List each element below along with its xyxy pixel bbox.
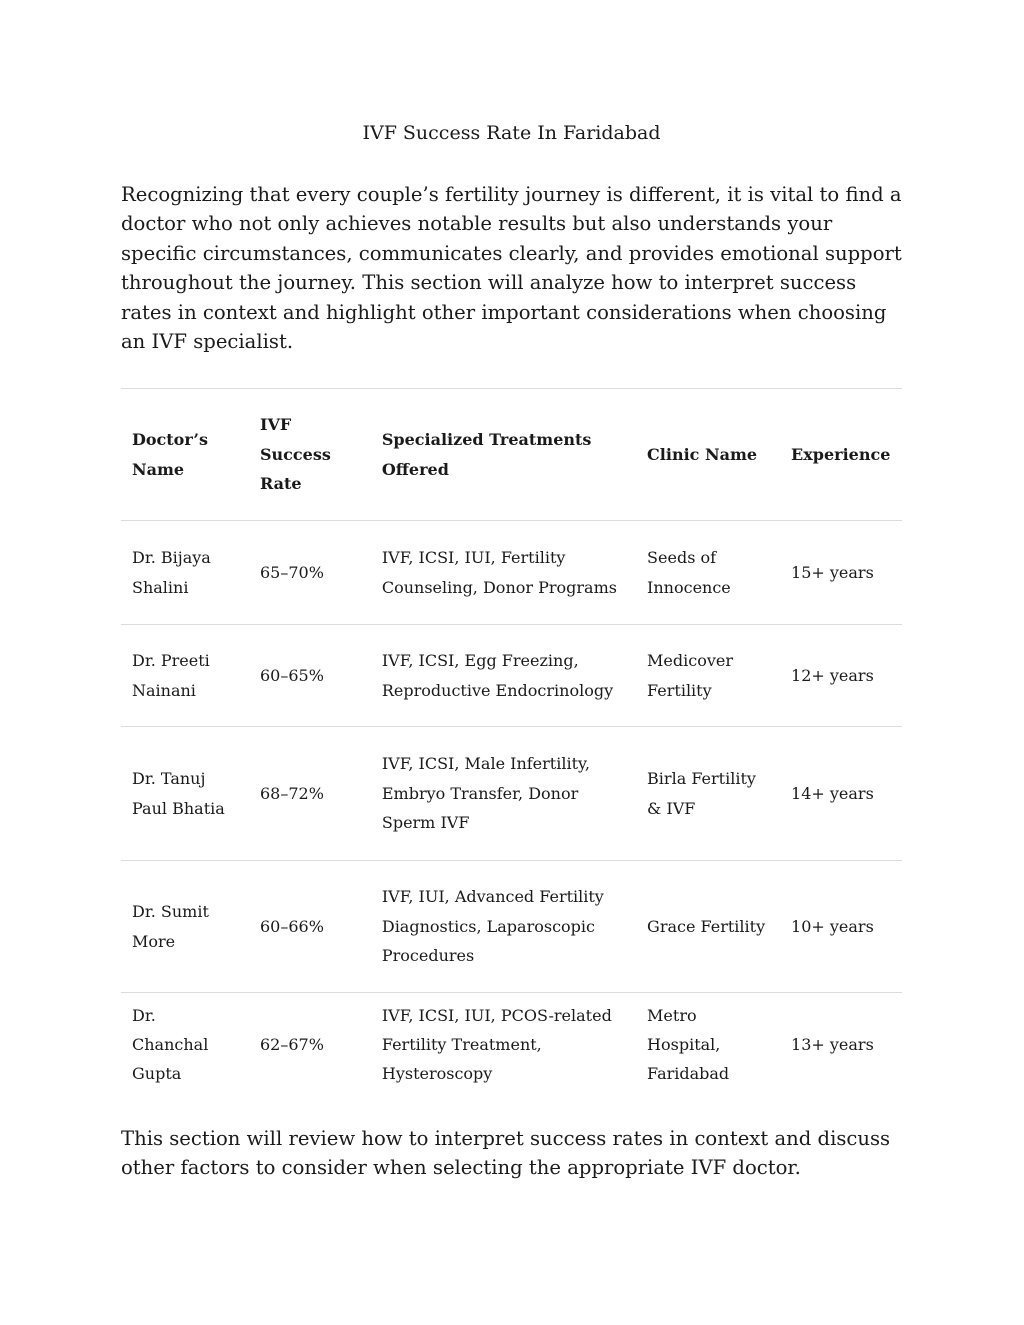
- page-title: IVF Success Rate In Faridabad: [362, 122, 661, 144]
- cell-clinic-name: Seeds of Innocence: [636, 521, 780, 625]
- cell-success-rate: 68–72%: [249, 727, 371, 861]
- intro-paragraph: Recognizing that every couple’s fertility journey is different, it is vital to find a doctor who not only achieves notable results but also understands your specific circumstances, communicates clearly, and provides emotional support throughout the journey. This section will analyze how to interpret success rates in context and highlight other important considerations when choosing an IVF specialist.: [121, 183, 902, 354]
- cell-treatments: IVF, ICSI, Male Infertility, Embryo Transfer, Donor Sperm IVF: [371, 727, 636, 861]
- cell-experience: 13+ years: [780, 993, 902, 1097]
- cell-treatments: IVF, ICSI, IUI, Fertility Counseling, Donor Programs: [371, 521, 636, 625]
- cell-doctor-name: Dr. Sumit More: [121, 861, 249, 993]
- cell-treatments: IVF, ICSI, IUI, PCOS-related Fertility Treatment, Hysteroscopy: [371, 993, 636, 1097]
- cell-clinic-name: Grace Fertility: [636, 861, 780, 993]
- cell-success-rate: 65–70%: [249, 521, 371, 625]
- outro-paragraph: This section will review how to interpret success rates in context and discuss other factors to consider when selecting the appropriate IVF doctor.: [121, 1127, 891, 1180]
- cell-doctor-name: Dr. Tanuj Paul Bhatia: [121, 727, 249, 861]
- cell-experience: 14+ years: [780, 727, 902, 861]
- cell-doctor-name: Dr. Chanchal Gupta: [121, 993, 249, 1097]
- table-row: [121, 625, 902, 727]
- table-row: [121, 727, 902, 861]
- cell-doctor-name: Dr. Bijaya Shalini: [121, 521, 249, 625]
- cell-clinic-name: Birla Fertility & IVF: [636, 727, 780, 861]
- doctors-table: [121, 388, 902, 1097]
- cell-experience: 12+ years: [780, 625, 902, 727]
- cell-treatments: IVF, ICSI, Egg Freezing, Reproductive Endocrinology: [371, 625, 636, 727]
- header-success-rate: IVF Success Rate: [249, 389, 371, 521]
- cell-doctor-name: Dr. Preeti Nainani: [121, 625, 249, 727]
- cell-experience: 10+ years: [780, 861, 902, 993]
- header-treatments: Specialized Treatments Offered: [371, 389, 636, 521]
- cell-success-rate: 60–65%: [249, 625, 371, 727]
- cell-experience: 15+ years: [780, 521, 902, 625]
- cell-success-rate: 62–67%: [249, 993, 371, 1097]
- table-row: [121, 521, 902, 625]
- cell-success-rate: 60–66%: [249, 861, 371, 993]
- header-doctor-name: Doctor’s Name: [121, 389, 249, 521]
- cell-clinic-name: Metro Hospital, Faridabad: [636, 993, 780, 1097]
- cell-treatments: IVF, IUI, Advanced Fertility Diagnostics, Laparoscopic Procedures: [371, 861, 636, 993]
- table-row: [121, 861, 902, 993]
- table-header-row: [121, 389, 902, 521]
- header-clinic-name: Clinic Name: [636, 389, 780, 521]
- cell-clinic-name: Medicover Fertility: [636, 625, 780, 727]
- table-row: [121, 993, 902, 1097]
- header-experience: Experience: [780, 389, 902, 521]
